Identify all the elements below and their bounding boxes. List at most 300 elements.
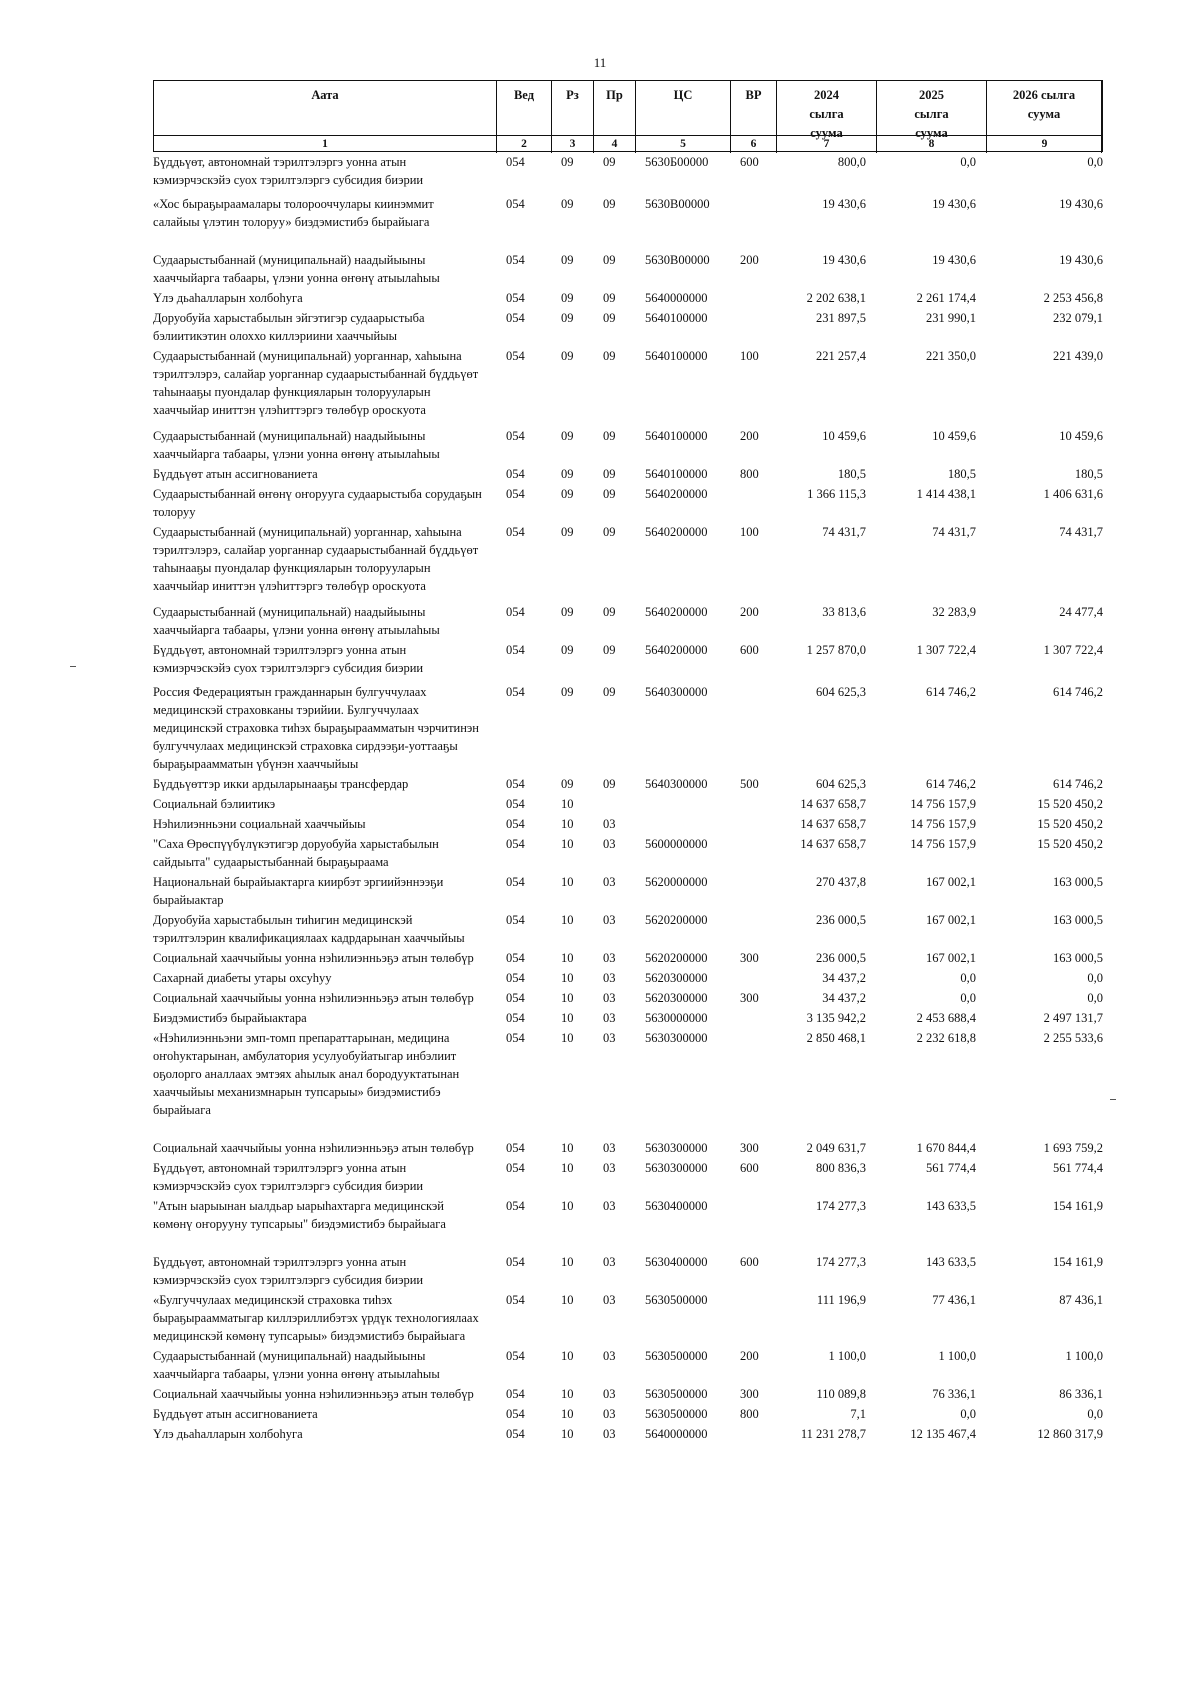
- row-amount-2026: 87 436,1: [1059, 1293, 1103, 1307]
- row-name: Бүддьүөт атын ассигнованиета: [153, 467, 318, 481]
- row-rz: 10: [561, 1407, 574, 1421]
- row-pr: 03: [603, 913, 616, 927]
- row-amount-2025: 143 633,5: [926, 1199, 976, 1213]
- row-ved: 054: [506, 951, 525, 965]
- row-ved: 054: [506, 685, 525, 699]
- row-cs: 5630300000: [645, 1031, 708, 1045]
- row-pr: 03: [603, 991, 616, 1005]
- row-amount-2026: 15 520 450,2: [1037, 797, 1103, 811]
- row-amount-2026: 12 860 317,9: [1037, 1427, 1103, 1441]
- row-amount-2026: 24 477,4: [1059, 605, 1103, 619]
- table-row: [153, 775, 1103, 795]
- row-cs: 5630Б00000: [645, 155, 709, 169]
- row-rz: 10: [561, 797, 574, 811]
- row-amount-2025: 19 430,6: [932, 253, 976, 267]
- header-num: 9: [1041, 138, 1048, 150]
- table-row: [153, 485, 1103, 523]
- row-amount-2026: 180,5: [1074, 467, 1103, 481]
- row-ved: 054: [506, 1255, 525, 1269]
- row-vr: 300: [740, 991, 759, 1005]
- header-rz-label: Рз: [566, 88, 579, 102]
- row-rz: 10: [561, 913, 574, 927]
- table-row: [153, 1029, 1103, 1139]
- header-2026-label: 2026 сылга суума: [1012, 88, 1076, 121]
- row-pr: 09: [603, 777, 616, 791]
- row-ved: 054: [506, 349, 525, 363]
- header-num: 6: [731, 136, 777, 151]
- row-rz: 09: [561, 429, 574, 443]
- row-amount-2024: 1 257 870,0: [806, 643, 866, 657]
- row-ved: 054: [506, 643, 525, 657]
- row-amount-2024: 174 277,3: [816, 1199, 866, 1213]
- row-amount-2024: 34 437,2: [822, 971, 866, 985]
- margin-mark: [70, 666, 76, 667]
- row-amount-2025: 167 002,1: [926, 913, 976, 927]
- row-ved: 054: [506, 837, 525, 851]
- row-rz: 09: [561, 349, 574, 363]
- row-amount-2024: 604 625,3: [816, 777, 866, 791]
- row-name: Биэдэмистибэ бырайыактара: [153, 1011, 307, 1025]
- row-name: Бүддьүөт, автономнай тэрилтэлэргэ уонна атын кэмиэрчэскэйэ суох тэрилтэлэргэ субсидия биэрии: [153, 643, 424, 675]
- row-name: Социальнай хааччыйыы уонна нэһилиэнньэҕэ атын төлөбүр: [153, 951, 474, 965]
- row-amount-2025: 76 336,1: [932, 1387, 976, 1401]
- row-amount-2024: 236 000,5: [816, 913, 866, 927]
- row-pr: 09: [603, 429, 616, 443]
- table-row: [153, 1347, 1103, 1385]
- row-amount-2024: 174 277,3: [816, 1255, 866, 1269]
- row-amount-2025: 1 670 844,4: [916, 1141, 976, 1155]
- row-pr: 09: [603, 291, 616, 305]
- table-row: [153, 873, 1103, 911]
- row-vr: 100: [740, 525, 759, 539]
- row-amount-2026: 614 746,2: [1053, 685, 1103, 699]
- row-amount-2026: 163 000,5: [1053, 951, 1103, 965]
- row-name: Үлэ дьаһалларын холбоһуга: [153, 1427, 303, 1441]
- row-ved: 054: [506, 875, 525, 889]
- table-row: [153, 465, 1103, 485]
- header-name-label: Аата: [311, 88, 339, 102]
- row-pr: 03: [603, 1427, 616, 1441]
- row-amount-2026: 1 693 759,2: [1043, 1141, 1103, 1155]
- row-ved: 054: [506, 1349, 525, 1363]
- row-amount-2024: 11 231 278,7: [800, 1427, 866, 1441]
- header-2024-label: 2024 сылга суума: [809, 88, 844, 140]
- row-name: Бүддьүөттэр икки ардыларынааҕы трансфердар: [153, 777, 409, 791]
- row-cs: 5630В00000: [645, 197, 710, 211]
- row-amount-2025: 0,0: [960, 971, 976, 985]
- row-cs: 5630500000: [645, 1293, 708, 1307]
- row-amount-2026: 0,0: [1087, 991, 1103, 1005]
- row-cs: 5630300000: [645, 1161, 708, 1175]
- row-pr: 03: [603, 817, 616, 831]
- row-cs: 5620300000: [645, 971, 708, 985]
- row-name: Судаарыстыбаннай (муниципальнай) наадыйыыны хааччыйарга табаары, үлэни уонна өҥөнү атыылаһыы: [153, 253, 440, 285]
- row-pr: 09: [603, 685, 616, 699]
- row-pr: 09: [603, 525, 616, 539]
- row-cs: 5630400000: [645, 1199, 708, 1213]
- row-amount-2024: 231 897,5: [816, 311, 866, 325]
- row-name: Социальнай бэлиитикэ: [153, 797, 276, 811]
- row-pr: 03: [603, 1141, 616, 1155]
- row-vr: 600: [740, 1255, 759, 1269]
- header-cs-label: ЦС: [673, 88, 693, 102]
- table-row: [153, 683, 1103, 775]
- row-amount-2026: 614 746,2: [1053, 777, 1103, 791]
- row-amount-2025: 0,0: [960, 991, 976, 1005]
- row-rz: 10: [561, 1031, 574, 1045]
- row-rz: 09: [561, 155, 574, 169]
- row-amount-2026: 1 406 631,6: [1043, 487, 1103, 501]
- table-row: [153, 1425, 1103, 1445]
- table-row: [153, 523, 1103, 603]
- table-row: [153, 251, 1103, 289]
- row-amount-2026: 74 431,7: [1059, 525, 1103, 539]
- row-ved: 054: [506, 1387, 525, 1401]
- row-name: Социальнай хааччыйыы уонна нэһилиэнньэҕэ атын төлөбүр: [153, 1387, 474, 1401]
- header-pr-label: Пр: [606, 88, 623, 102]
- header-num: 7: [777, 136, 877, 151]
- row-ved: 054: [506, 1011, 525, 1025]
- row-amount-2025: 143 633,5: [926, 1255, 976, 1269]
- row-amount-2024: 111 196,9: [816, 1293, 866, 1307]
- row-amount-2026: 2 253 456,8: [1043, 291, 1103, 305]
- row-rz: 10: [561, 1293, 574, 1307]
- table-row: [153, 427, 1103, 465]
- row-amount-2026: 15 520 450,2: [1037, 817, 1103, 831]
- row-name: Бүддьүөт атын ассигнованиета: [153, 1407, 318, 1421]
- row-name: Бүддьүөт, автономнай тэрилтэлэргэ уонна атын кэмиэрчэскэйэ суох тэрилтэлэргэ субсидия биэрии: [153, 155, 424, 187]
- row-amount-2025: 614 746,2: [926, 685, 976, 699]
- row-pr: 09: [603, 467, 616, 481]
- row-rz: 09: [561, 291, 574, 305]
- row-name: "Атын ыарыынан ыалдьар ыарыһахтарга медицинскэй көмөнү оҥорууну тупсарыы" биэдэмистибэ бырайыага: [153, 1199, 446, 1231]
- row-vr: 200: [740, 253, 759, 267]
- row-amount-2025: 1 307 722,4: [916, 643, 976, 657]
- row-pr: 09: [603, 311, 616, 325]
- row-rz: 10: [561, 1387, 574, 1401]
- row-amount-2024: 34 437,2: [822, 991, 866, 1005]
- row-rz: 10: [561, 875, 574, 889]
- table-row: [153, 1197, 1103, 1253]
- row-name: «Булгуччулаах медицинскэй страховка тиһэх быраҕыраамматыгар киллэриллибэтэх үрдүк технологиялаах медицинскэй көмөнү тупсарыы» биэдэмистибэ бырайыага: [153, 1293, 479, 1343]
- header-number-row: [154, 135, 1102, 151]
- row-ved: 054: [506, 971, 525, 985]
- row-cs: 5600000000: [645, 837, 708, 851]
- table-row: [153, 603, 1103, 641]
- row-rz: 10: [561, 817, 574, 831]
- table-row: [153, 347, 1103, 427]
- row-cs: 5640300000: [645, 777, 708, 791]
- row-pr: 03: [603, 1293, 616, 1307]
- table-row: [153, 911, 1103, 949]
- row-cs: 5630300000: [645, 1141, 708, 1155]
- row-pr: 09: [603, 253, 616, 267]
- row-pr: 03: [603, 837, 616, 851]
- header-num: 4: [594, 136, 636, 151]
- row-pr: 03: [603, 1161, 616, 1175]
- row-ved: 054: [506, 1293, 525, 1307]
- row-vr: 800: [740, 467, 759, 481]
- row-cs: 5620300000: [645, 991, 708, 1005]
- row-amount-2026: 0,0: [1087, 155, 1103, 169]
- row-amount-2024: 180,5: [837, 467, 866, 481]
- row-amount-2024: 3 135 942,2: [806, 1011, 866, 1025]
- row-cs: 5630500000: [645, 1407, 708, 1421]
- row-ved: 054: [506, 991, 525, 1005]
- row-amount-2026: 10 459,6: [1059, 429, 1103, 443]
- row-cs: 5630500000: [645, 1387, 708, 1401]
- table-row: [153, 1139, 1103, 1159]
- margin-mark: [1110, 1099, 1116, 1100]
- row-amount-2025: 32 283,9: [932, 605, 976, 619]
- row-rz: 10: [561, 1141, 574, 1155]
- row-cs: 5640200000: [645, 643, 708, 657]
- row-cs: 5620200000: [645, 913, 708, 927]
- row-rz: 10: [561, 991, 574, 1005]
- row-amount-2025: 231 990,1: [926, 311, 976, 325]
- row-amount-2026: 154 161,9: [1053, 1199, 1103, 1213]
- row-amount-2026: 232 079,1: [1053, 311, 1103, 325]
- table-row: [153, 815, 1103, 835]
- row-amount-2025: 561 774,4: [926, 1161, 976, 1175]
- row-amount-2024: 14 637 658,7: [800, 817, 866, 831]
- header-num: 1: [154, 136, 497, 151]
- row-amount-2026: 561 774,4: [1053, 1161, 1103, 1175]
- row-ved: 054: [506, 797, 525, 811]
- row-cs: 5640100000: [645, 349, 708, 363]
- row-name: Социальнай хааччыйыы уонна нэһилиэнньэҕэ атын төлөбүр: [153, 1141, 474, 1155]
- header-vr-label: ВР: [745, 88, 762, 102]
- row-amount-2025: 2 261 174,4: [916, 291, 976, 305]
- row-amount-2025: 10 459,6: [932, 429, 976, 443]
- row-amount-2026: 2 255 533,6: [1043, 1031, 1103, 1045]
- row-cs: 5640200000: [645, 487, 708, 501]
- row-name: «Нэһилиэнньэни эмп-томп препараттарынан, медицина оҥоһуктарынан, амбулатория усулуобуйатыгар инбэлиит оҕолорго аналлаах эмтэях аһылык анал бородууктатынан хааччыйыы механизмнарын тупсарыы» биэдэмистибэ бырайыага: [153, 1031, 460, 1117]
- row-amount-2026: 1 100,0: [1065, 1349, 1103, 1363]
- row-pr: 09: [603, 197, 616, 211]
- row-name: Судаарыстыбаннай (муниципальнай) наадыйыыны хааччыйарга табаары, үлэни уонна өҥөнү атыылаһыы: [153, 429, 440, 461]
- table-row: [153, 835, 1103, 873]
- row-amount-2026: 15 520 450,2: [1037, 837, 1103, 851]
- row-pr: 03: [603, 1011, 616, 1025]
- row-pr: 09: [603, 155, 616, 169]
- row-name: Судаарыстыбаннай (муниципальнай) уорганнар, хаһыына тэрилтэлэрэ, салайар уорганнар судаарыстыбаннай бүддьүөт таһынааҕы пуондалар функцияларын толорууларын хааччыйар иниттэн үлэһиттэргэ төлөбүр ороскуота: [153, 525, 479, 593]
- row-rz: 10: [561, 1011, 574, 1025]
- row-amount-2026: 86 336,1: [1059, 1387, 1103, 1401]
- row-pr: 03: [603, 1387, 616, 1401]
- row-pr: 03: [603, 875, 616, 889]
- row-rz: 10: [561, 1255, 574, 1269]
- row-amount-2024: 10 459,6: [822, 429, 866, 443]
- row-amount-2024: 604 625,3: [816, 685, 866, 699]
- row-cs: 5630400000: [645, 1255, 708, 1269]
- table-row: [153, 153, 1103, 195]
- row-amount-2025: 12 135 467,4: [910, 1427, 976, 1441]
- row-name: Судаарыстыбаннай өҥөнү оҥорууга судаарыстыба сорудаҕын толоруу: [153, 487, 482, 519]
- row-vr: 200: [740, 605, 759, 619]
- row-pr: 03: [603, 1031, 616, 1045]
- row-name: Доруобуйа харыстабылын эйгэтигэр судаарыстыба бэлиитикэтин олоххо киллэриини хааччыйыы: [153, 311, 425, 343]
- row-amount-2024: 110 089,8: [816, 1387, 866, 1401]
- row-amount-2025: 221 350,0: [926, 349, 976, 363]
- row-pr: 03: [603, 1199, 616, 1213]
- row-amount-2026: 0,0: [1087, 1407, 1103, 1421]
- row-amount-2026: 1 307 722,4: [1043, 643, 1103, 657]
- row-amount-2024: 221 257,4: [816, 349, 866, 363]
- row-name: Социальнай хааччыйыы уонна нэһилиэнньэҕэ атын төлөбүр: [153, 991, 474, 1005]
- header-num: 3: [552, 136, 594, 151]
- row-cs: 5640000000: [645, 291, 708, 305]
- row-vr: 600: [740, 1161, 759, 1175]
- row-amount-2024: 7,1: [850, 1407, 866, 1421]
- row-amount-2025: 167 002,1: [926, 951, 976, 965]
- row-rz: 10: [561, 837, 574, 851]
- row-cs: 5630000000: [645, 1011, 708, 1025]
- row-amount-2025: 1 414 438,1: [916, 487, 976, 501]
- table-row: [153, 969, 1103, 989]
- row-amount-2026: 2 497 131,7: [1043, 1011, 1103, 1025]
- row-ved: 054: [506, 311, 525, 325]
- row-amount-2025: 2 232 618,8: [916, 1031, 976, 1045]
- row-vr: 100: [740, 349, 759, 363]
- row-cs: 5630В00000: [645, 253, 710, 267]
- table-row: [153, 1291, 1103, 1347]
- row-ved: 054: [506, 155, 525, 169]
- table-row: [153, 1009, 1103, 1029]
- row-cs: 5630500000: [645, 1349, 708, 1363]
- row-rz: 10: [561, 951, 574, 965]
- row-vr: 300: [740, 1141, 759, 1155]
- row-amount-2024: 33 813,6: [822, 605, 866, 619]
- row-pr: 03: [603, 1349, 616, 1363]
- table-row: [153, 1159, 1103, 1197]
- table-row: [153, 195, 1103, 251]
- row-amount-2025: 0,0: [960, 1407, 976, 1421]
- row-amount-2026: 19 430,6: [1059, 253, 1103, 267]
- table-row: [153, 641, 1103, 683]
- row-ved: 054: [506, 429, 525, 443]
- row-rz: 10: [561, 1161, 574, 1175]
- row-rz: 09: [561, 685, 574, 699]
- table-row: [153, 989, 1103, 1009]
- row-amount-2024: 800 836,3: [816, 1161, 866, 1175]
- header-2025-label: 2025 сылга суума: [914, 88, 949, 140]
- header-num: 2: [497, 136, 552, 151]
- row-amount-2026: 154 161,9: [1053, 1255, 1103, 1269]
- row-ved: 054: [506, 487, 525, 501]
- row-amount-2024: 236 000,5: [816, 951, 866, 965]
- row-amount-2025: 14 756 157,9: [910, 817, 976, 831]
- row-name: Судаарыстыбаннай (муниципальнай) наадыйыыны хааччыйарга табаары, үлэни уонна өҥөнү атыылаһыы: [153, 605, 440, 637]
- row-pr: 03: [603, 971, 616, 985]
- row-amount-2025: 14 756 157,9: [910, 837, 976, 851]
- row-cs: 5620000000: [645, 875, 708, 889]
- row-cs: 5640100000: [645, 311, 708, 325]
- table-row: [153, 949, 1103, 969]
- row-rz: 09: [561, 525, 574, 539]
- row-ved: 054: [506, 1199, 525, 1213]
- row-amount-2025: 167 002,1: [926, 875, 976, 889]
- row-ved: 054: [506, 1031, 525, 1045]
- row-amount-2024: 1 100,0: [828, 1349, 866, 1363]
- row-rz: 09: [561, 605, 574, 619]
- header-num: 8: [877, 136, 987, 151]
- row-rz: 09: [561, 777, 574, 791]
- row-amount-2024: 1 366 115,3: [807, 487, 866, 501]
- row-ved: 054: [506, 253, 525, 267]
- table-row: [153, 1405, 1103, 1425]
- row-name: Доруобуйа харыстабылын тиһигин медицинскэй тэрилтэлэрин квалификациялаах кадрдарынан хааччыйыы: [153, 913, 465, 945]
- row-cs: 5620200000: [645, 951, 708, 965]
- row-ved: 054: [506, 777, 525, 791]
- row-ved: 054: [506, 1427, 525, 1441]
- row-ved: 054: [506, 1141, 525, 1155]
- row-rz: 10: [561, 1427, 574, 1441]
- row-vr: 300: [740, 951, 759, 965]
- row-rz: 10: [561, 1349, 574, 1363]
- row-rz: 09: [561, 311, 574, 325]
- row-cs: 5640200000: [645, 605, 708, 619]
- table-row: [153, 289, 1103, 309]
- row-pr: 09: [603, 487, 616, 501]
- row-amount-2025: 77 436,1: [932, 1293, 976, 1307]
- row-ved: 054: [506, 525, 525, 539]
- row-amount-2025: 74 431,7: [932, 525, 976, 539]
- row-rz: 09: [561, 253, 574, 267]
- row-ved: 054: [506, 197, 525, 211]
- row-name: «Хоc быраҕыраамалары толорооччулары киинэммит салайыы үлэтин толоруу» биэдэмистибэ бырайыага: [153, 197, 434, 229]
- row-vr: 200: [740, 1349, 759, 1363]
- row-amount-2025: 614 746,2: [926, 777, 976, 791]
- row-name: Үлэ дьаһалларын холбоһуга: [153, 291, 303, 305]
- row-name: Нэһилиэнньэни социальнай хааччыйыы: [153, 817, 366, 831]
- row-amount-2024: 800,0: [837, 155, 866, 169]
- row-amount-2026: 0,0: [1087, 971, 1103, 985]
- row-amount-2024: 19 430,6: [822, 253, 866, 267]
- row-name: Судаарыстыбаннай (муниципальнай) наадыйыыны хааччыйарга табаары, үлэни уонна өҥөнү атыылаһыы: [153, 1349, 440, 1381]
- row-amount-2025: 19 430,6: [932, 197, 976, 211]
- row-amount-2024: 14 637 658,7: [800, 837, 866, 851]
- row-rz: 09: [561, 467, 574, 481]
- row-ved: 054: [506, 467, 525, 481]
- row-pr: 09: [603, 643, 616, 657]
- row-amount-2026: 19 430,6: [1059, 197, 1103, 211]
- row-ved: 054: [506, 291, 525, 305]
- row-cs: 5640300000: [645, 685, 708, 699]
- row-name: "Саха Өрөспүүбүлүкэтигэр доруобуйа харыстабылын сайдыыта" судаарыстыбаннай быраҕыраама: [153, 837, 439, 869]
- row-amount-2024: 19 430,6: [822, 197, 866, 211]
- row-rz: 10: [561, 1199, 574, 1213]
- row-amount-2025: 180,5: [947, 467, 976, 481]
- row-name: Бүддьүөт, автономнай тэрилтэлэргэ уонна атын кэмиэрчэскэйэ суох тэрилтэлэргэ субсидия биэрии: [153, 1161, 424, 1193]
- table-row: [153, 795, 1103, 815]
- header-ved-label: Вед: [513, 88, 535, 102]
- row-pr: 03: [603, 951, 616, 965]
- row-name: Бүддьүөт, автономнай тэрилтэлэргэ уонна атын кэмиэрчэскэйэ суох тэрилтэлэргэ субсидия биэрии: [153, 1255, 424, 1287]
- row-vr: 300: [740, 1387, 759, 1401]
- row-amount-2026: 163 000,5: [1053, 913, 1103, 927]
- row-amount-2024: 270 437,8: [816, 875, 866, 889]
- row-pr: 03: [603, 1407, 616, 1421]
- row-vr: 800: [740, 1407, 759, 1421]
- row-amount-2025: 0,0: [960, 155, 976, 169]
- row-rz: 10: [561, 971, 574, 985]
- row-ved: 054: [506, 1161, 525, 1175]
- row-ved: 054: [506, 913, 525, 927]
- row-pr: 03: [603, 1255, 616, 1269]
- row-cs: 5640100000: [645, 467, 708, 481]
- row-amount-2025: 2 453 688,4: [916, 1011, 976, 1025]
